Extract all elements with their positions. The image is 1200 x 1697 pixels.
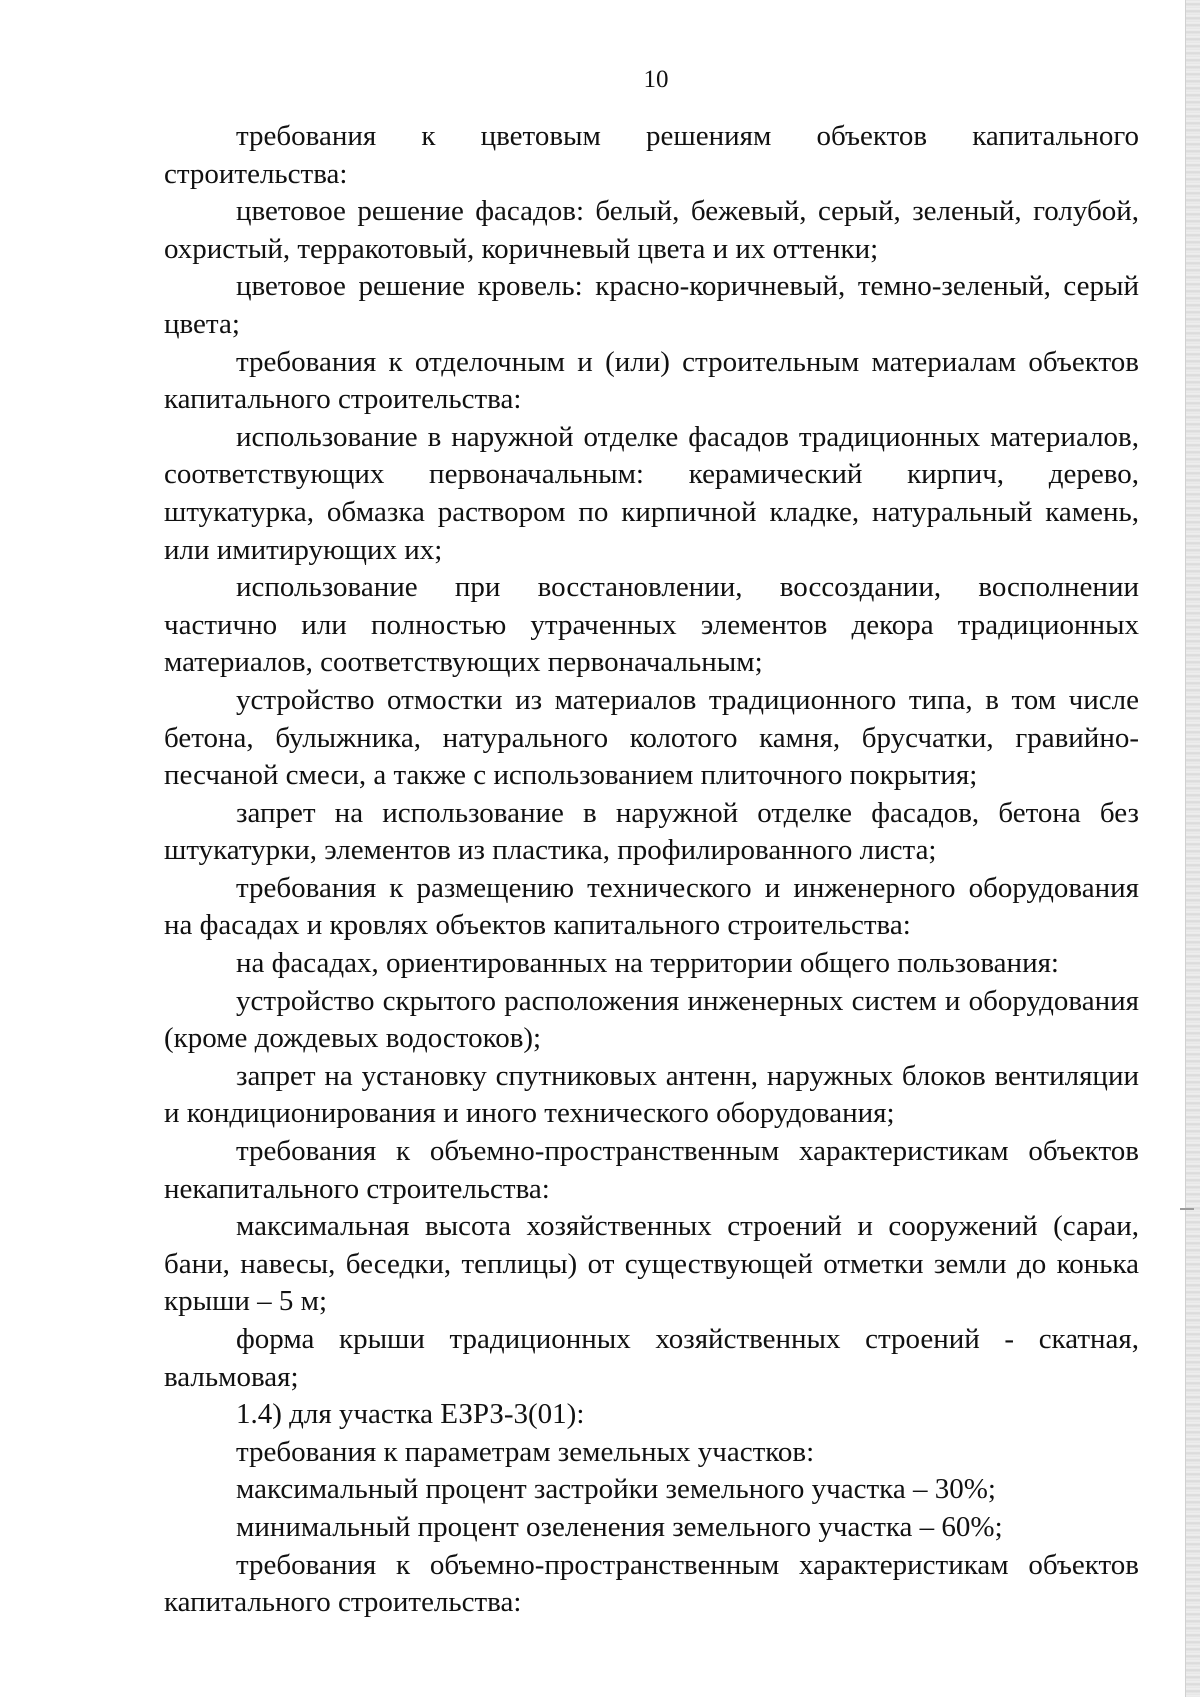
paragraph-max-building-percent: максимальный процент застройки земельного участка – 30%;: [236, 1473, 996, 1506]
paragraph-capital-requirements: требования к объемно-пространственным характеристикам объектов капитального строительства:: [164, 1548, 1139, 1619]
paragraph-hidden-systems: устройство скрытого расположения инженерных систем и оборудования (кроме дождевых водостоков);: [164, 984, 1139, 1055]
paragraph-color-requirements: требования к цветовым решениям объектов капитального строительства:: [164, 120, 1139, 190]
paragraph-land-requirements: требования к параметрам земельных участков:: [236, 1435, 815, 1468]
paragraph-materials-requirements: требования к отделочным и (или) строительным материалам объектов капитального строительства:: [164, 345, 1139, 416]
paragraph-decor-restoration: использование при восстановлении, воссоздании, восполнении частично или полностью утраченных элементов декора традиционных материалов, соответствующих первоначальным;: [164, 571, 1139, 679]
scan-edge-mark: [1180, 1208, 1194, 1210]
page-number: 10: [643, 66, 669, 93]
paragraph-min-greenery-percent: минимальный процент озеленения земельного участка – 60%;: [236, 1510, 1003, 1543]
document-body: [164, 118, 1139, 1622]
paragraph-facade-colors: цветовое решение фасадов: белый, бежевый, серый, зеленый, голубой, охристый, терракотовый, коричневый цвета и их оттенки;: [164, 195, 1139, 265]
paragraph-traditional-materials: использование в наружной отделке фасадов традиционных материалов, соответствующих первоначальным: керамический кирпич, дерево, штукатурка, обмазка раствором по кирпичной кладке, натуральный камень, или имитирующих их;: [164, 420, 1139, 566]
paragraph-roof-shape: форма крыши традиционных хозяйственных строений - скатная, вальмовая;: [164, 1323, 1139, 1393]
paragraph-noncapital-requirements: требования к объемно-пространственным характеристикам объектов некапитального строительства:: [164, 1135, 1139, 1205]
paragraph-max-height: максимальная высота хозяйственных строений и сооружений (сараи, бани, навесы, беседки, теплицы) от существующей отметки земли до конька крыши – 5 м;: [164, 1210, 1139, 1318]
paragraph-equipment-requirements: требования к размещению технического и инженерного оборудования на фасадах и кровлях объектов капитального строительства:: [164, 871, 1139, 942]
paragraph-section-heading: 1.4) для участка ЕЗРЗ-3(01):: [236, 1398, 585, 1431]
scan-edge: [1185, 0, 1200, 1697]
paragraph-antenna-ban: запрет на установку спутниковых антенн, наружных блоков вентиляции и кондиционирования и иного технического оборудования;: [164, 1059, 1139, 1130]
paragraph-materials-ban: запрет на использование в наружной отделке фасадов, бетона без штукатурки, элементов из пластика, профилированного листа;: [164, 796, 1139, 867]
paragraph-public-facades: на фасадах, ориентированных на территории общего пользования:: [236, 947, 1059, 980]
paragraph-blind-area: устройство отмостки из материалов традиционного типа, в том числе бетона, булыжника, натурального колотого камня, брусчатки, гравийно-песчаной смеси, а также с использованием плиточного покрытия;: [164, 683, 1139, 792]
paragraph-roof-colors: цветовое решение кровель: красно-коричневый, темно-зеленый, серый цвета;: [164, 270, 1139, 340]
